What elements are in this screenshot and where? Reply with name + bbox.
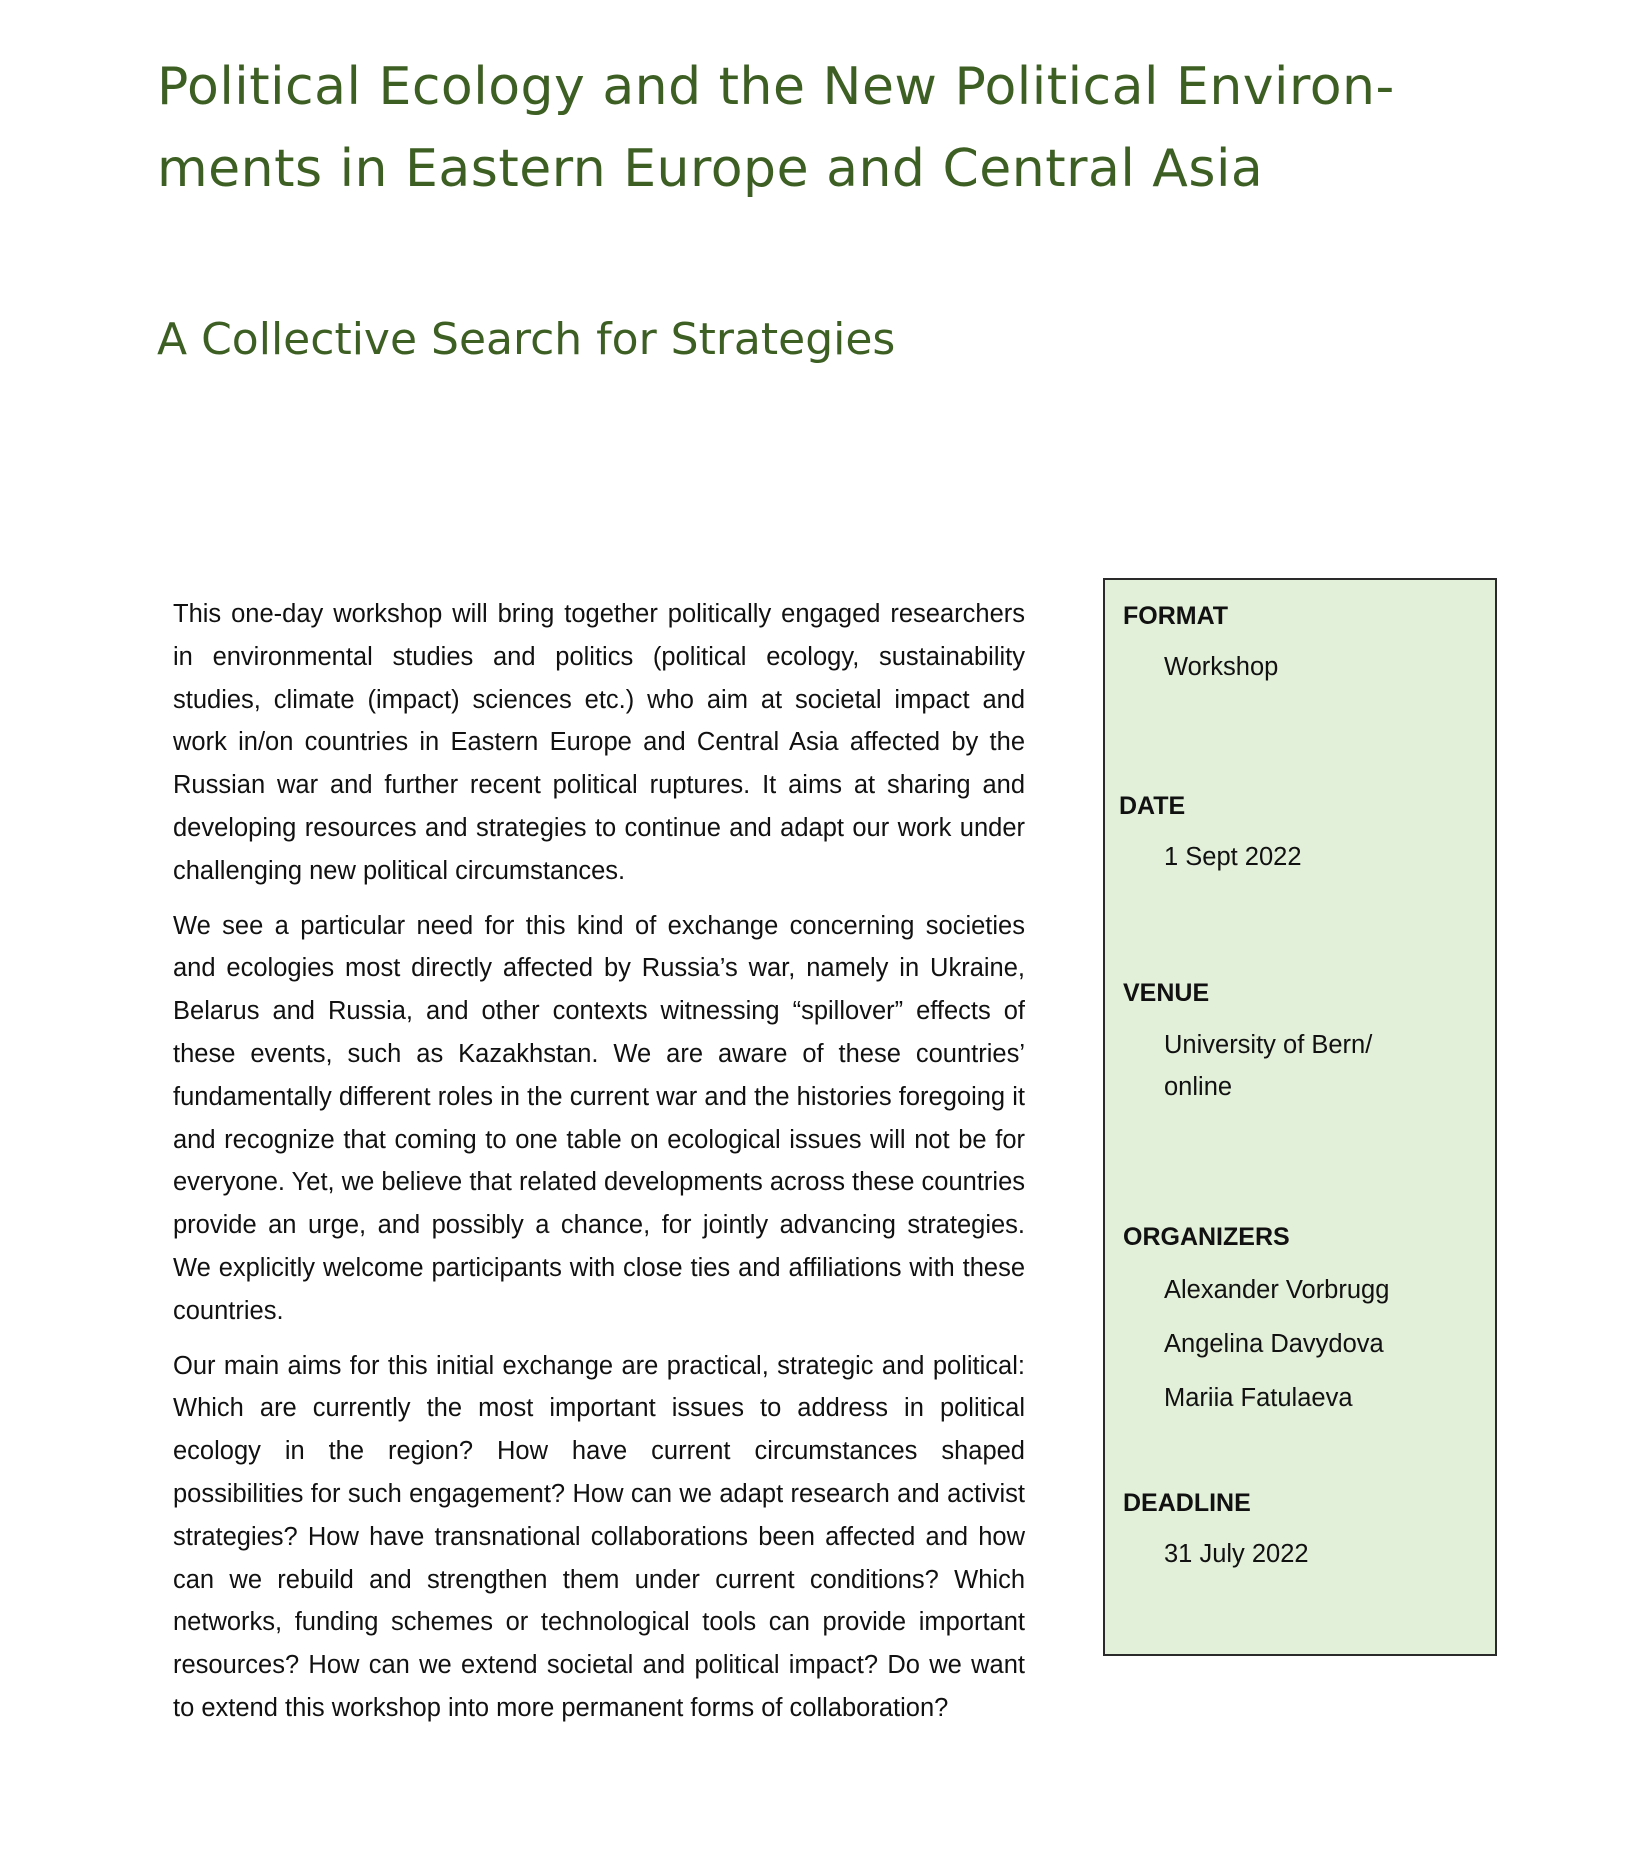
date-label: DATE: [1119, 792, 1186, 820]
title-line-1: Political Ecology and the New Political Environ-: [157, 57, 1395, 117]
document-title: [157, 46, 1517, 210]
date-value: 1 Sept 2022: [1164, 843, 1302, 871]
venue-value-line-2: online: [1164, 1073, 1233, 1101]
paragraph-context: We see a particular need for this kind of exchange concerning societies and ecologies most directly affected by Russia’s war, namely in Ukraine, Belarus and Russia, and other contexts witnessing “spillover” effects of these events, such as Kazakhstan. We are aware of these countries’ fundamentally different roles in the current war and the histories foregoing it and recognize that coming to one table on ecological issues will not be for everyone. Yet, we believe that related developments across these countries provide an urge, and possibly a chance, for jointly advancing strategies. We explicitly welcome participants with close ties and affiliations with these countries.: [173, 911, 1025, 1325]
format-label: FORMAT: [1123, 602, 1229, 630]
organizer-name: Alexander Vorbrugg: [1164, 1276, 1390, 1304]
venue-label: VENUE: [1123, 979, 1210, 1007]
event-info-box: [1103, 578, 1497, 1656]
venue-value-line-1: University of Bern/: [1164, 1031, 1373, 1059]
format-value: Workshop: [1164, 653, 1279, 681]
document-subtitle: A Collective Search for Strategies: [157, 314, 896, 365]
organizer-name: Angelina Davydova: [1164, 1330, 1384, 1358]
paragraph-aims: Our main aims for this initial exchange are practical, strategic and political: Which are currently the most important issues to address in political ecology in the region? How have current circumstances shaped possibilities for such engagement? How can we adapt research and activist strategies? How have transnational collaborations been affected and how can we rebuild and strengthen them under current conditions? Which networks, funding schemes or technological tools can provide important resources? How can we extend societal and political impact? Do we want to extend this workshop into more permanent forms of collaboration?: [173, 1351, 1025, 1722]
main-text-column: [173, 593, 1025, 1742]
deadline-label: DEADLINE: [1123, 1489, 1251, 1517]
title-line-2: ments in Eastern Europe and Central Asia: [157, 139, 1264, 199]
organizer-name: Mariia Fatulaeva: [1164, 1384, 1353, 1412]
paragraph-intro: This one-day workshop will bring together politically engaged researchers in environmental studies and politics (political ecology, sustainability studies, climate (impact) sciences etc.) who aim at societal impact and work in/on countries in Eastern Europe and Central Asia affected by the Russian war and further recent political ruptures. It aims at sharing and developing resources and strategies to continue and adapt our work under challenging new political circumstances.: [173, 600, 1025, 885]
deadline-value: 31 July 2022: [1164, 1540, 1309, 1568]
organizers-label: ORGANIZERS: [1123, 1223, 1290, 1251]
